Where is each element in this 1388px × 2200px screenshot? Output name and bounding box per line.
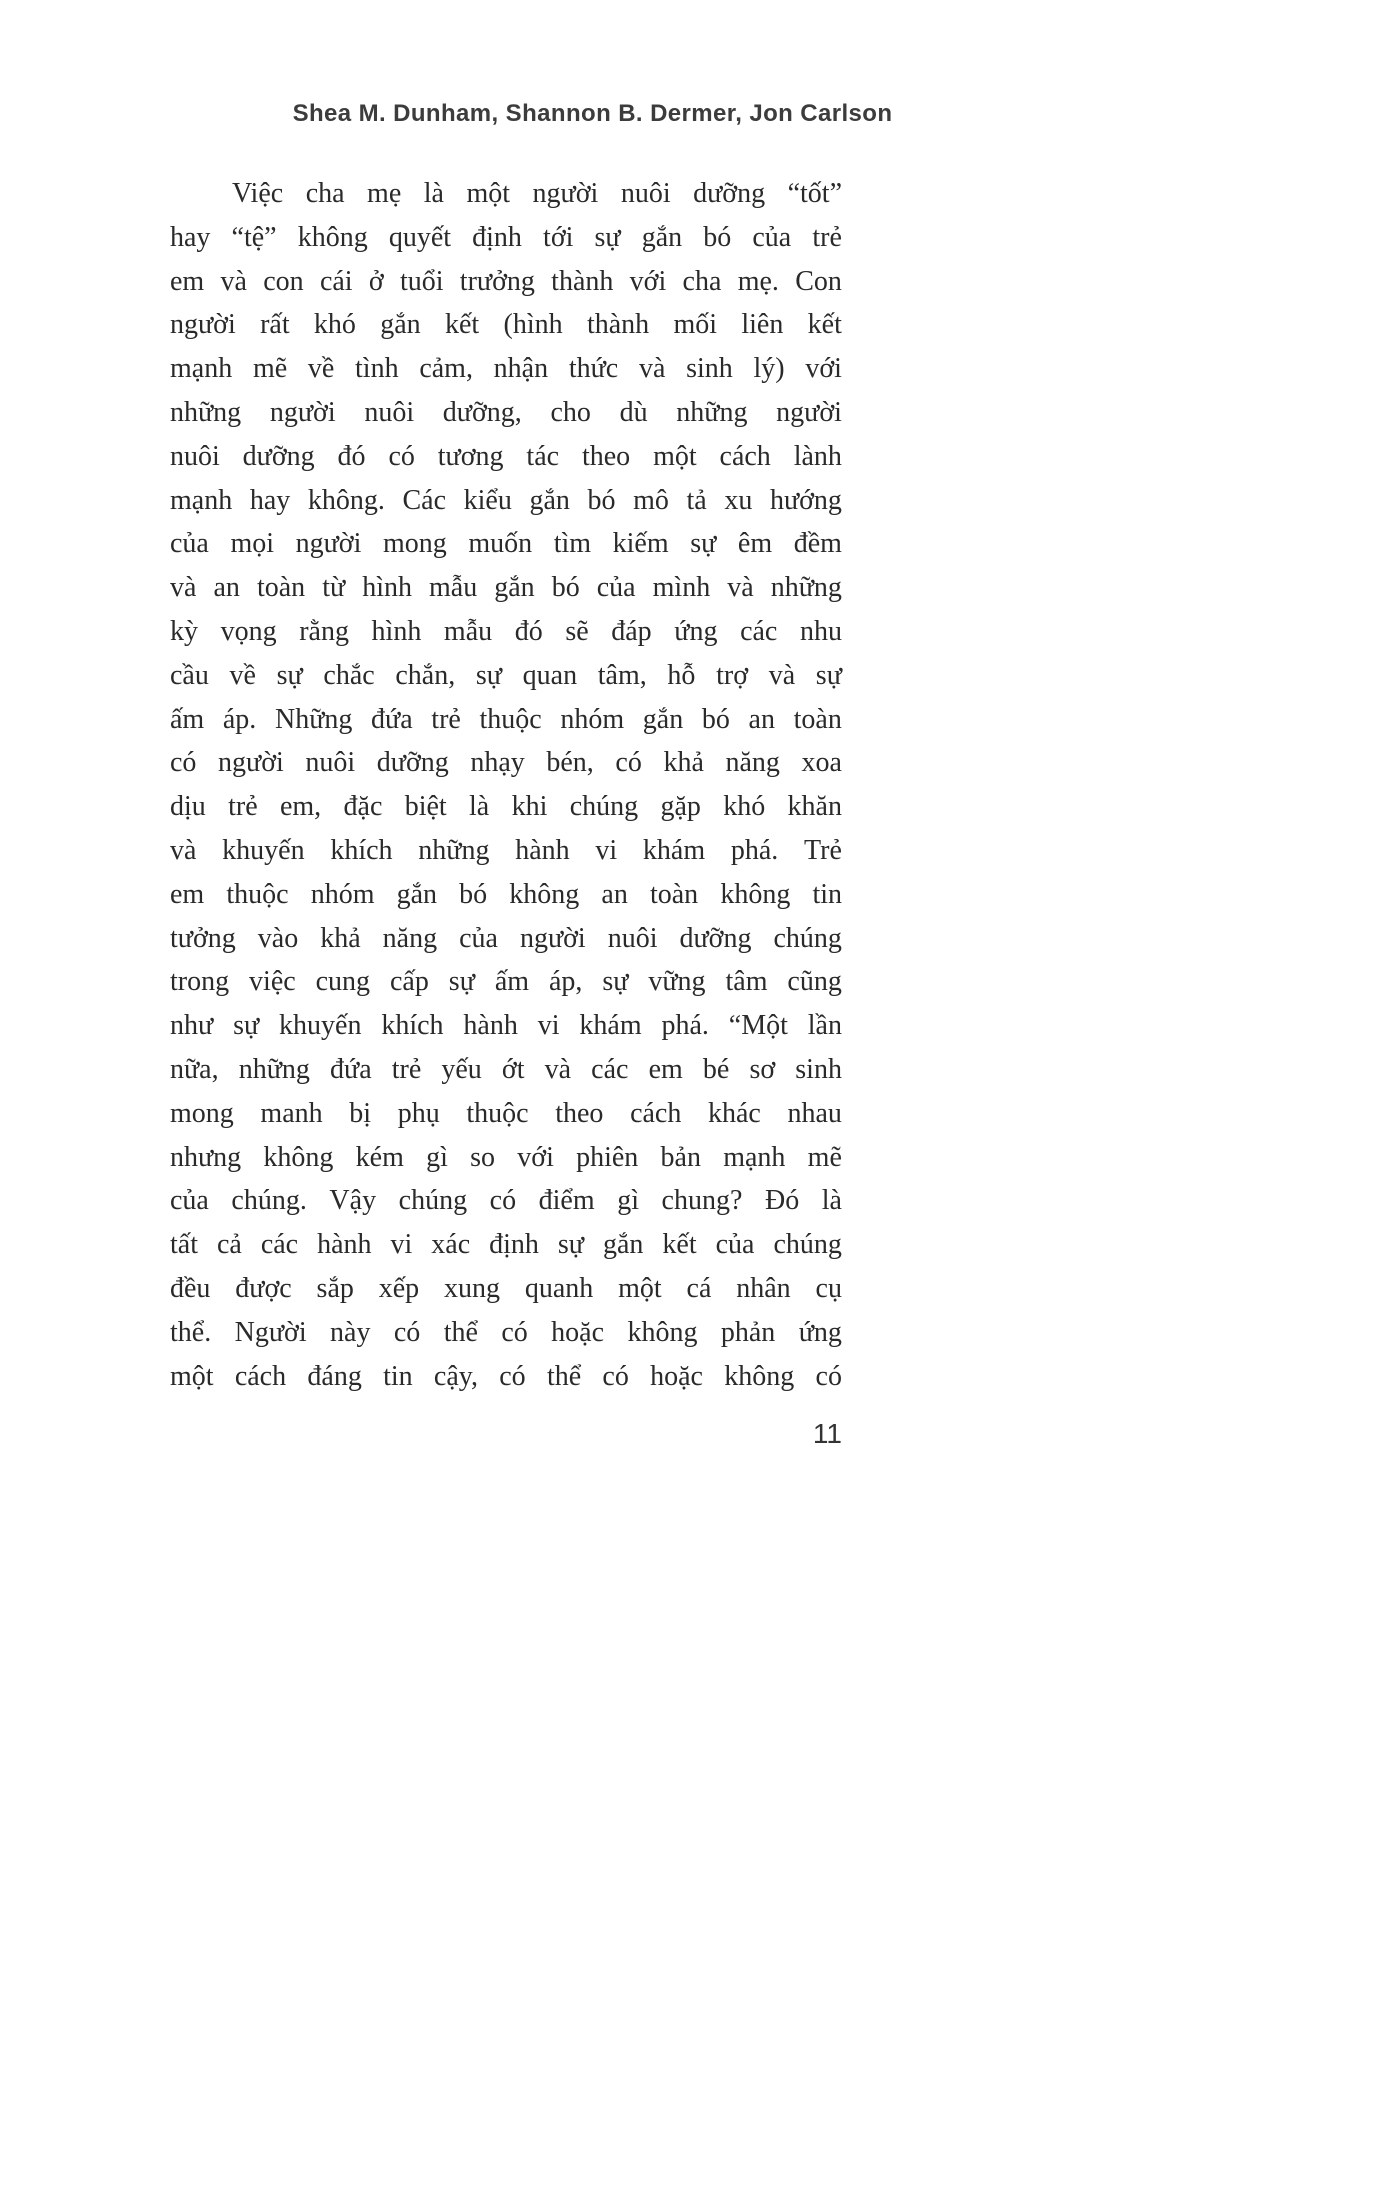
body-text: [170, 172, 842, 1398]
text-line: mạnh mẽ về tình cảm, nhận thức và sinh lý) với: [170, 353, 842, 385]
text-line: của chúng. Vậy chúng có điểm gì chung? Đó là: [170, 1185, 842, 1217]
text-line: người rất khó gắn kết (hình thành mối liên kết: [170, 309, 842, 341]
text-line: em thuộc nhóm gắn bó không an toàn không tin: [170, 878, 842, 910]
text-line: có người nuôi dưỡng nhạy bén, có khả năng xoa: [170, 747, 842, 779]
text-line: mạnh hay không. Các kiểu gắn bó mô tả xu hướng: [170, 484, 842, 516]
page-number: 11: [812, 1418, 842, 1449]
text-line: Việc cha mẹ là một người nuôi dưỡng “tốt”: [232, 178, 842, 209]
text-line: em và con cái ở tuổi trưởng thành với cha mẹ. Con: [170, 265, 842, 297]
text-line: nữa, những đứa trẻ yếu ớt và các em bé sơ sinh: [170, 1053, 842, 1085]
text-line: đều được sắp xếp xung quanh một cá nhân cụ: [170, 1272, 842, 1304]
text-line: và an toàn từ hình mẫu gắn bó của mình và những: [170, 572, 842, 604]
text-line: thể. Người này có thể có hoặc không phản ứng: [170, 1316, 842, 1348]
text-line: ấm áp. Những đứa trẻ thuộc nhóm gắn bó an toàn: [170, 703, 842, 735]
text-line: và khuyến khích những hành vi khám phá. Trẻ: [170, 834, 842, 866]
text-line: hay “tệ” không quyết định tới sự gắn bó của trẻ: [170, 221, 842, 253]
text-line: của mọi người mong muốn tìm kiếm sự êm đềm: [170, 528, 842, 560]
text-line: nuôi dưỡng đó có tương tác theo một cách lành: [170, 440, 842, 472]
running-header-authors: Shea M. Dunham, Shannon B. Dermer, Jon Carlson: [292, 100, 893, 127]
text-line: một cách đáng tin cậy, có thể có hoặc không có: [170, 1360, 842, 1392]
text-line: như sự khuyến khích hành vi khám phá. “Một lần: [170, 1010, 842, 1042]
text-line: kỳ vọng rằng hình mẫu đó sẽ đáp ứng các nhu: [170, 615, 842, 647]
text-line: nhưng không kém gì so với phiên bản mạnh mẽ: [170, 1141, 842, 1173]
text-line: cầu về sự chắc chắn, sự quan tâm, hỗ trợ và sự: [170, 659, 842, 691]
text-line: mong manh bị phụ thuộc theo cách khác nhau: [170, 1097, 842, 1129]
text-line: những người nuôi dưỡng, cho dù những người: [170, 396, 842, 428]
text-line: dịu trẻ em, đặc biệt là khi chúng gặp khó khăn: [170, 791, 842, 823]
text-line: tất cả các hành vi xác định sự gắn kết của chúng: [170, 1229, 842, 1261]
text-line: tưởng vào khả năng của người nuôi dưỡng chúng: [170, 922, 842, 954]
text-line: trong việc cung cấp sự ấm áp, sự vững tâm cũng: [170, 966, 842, 998]
